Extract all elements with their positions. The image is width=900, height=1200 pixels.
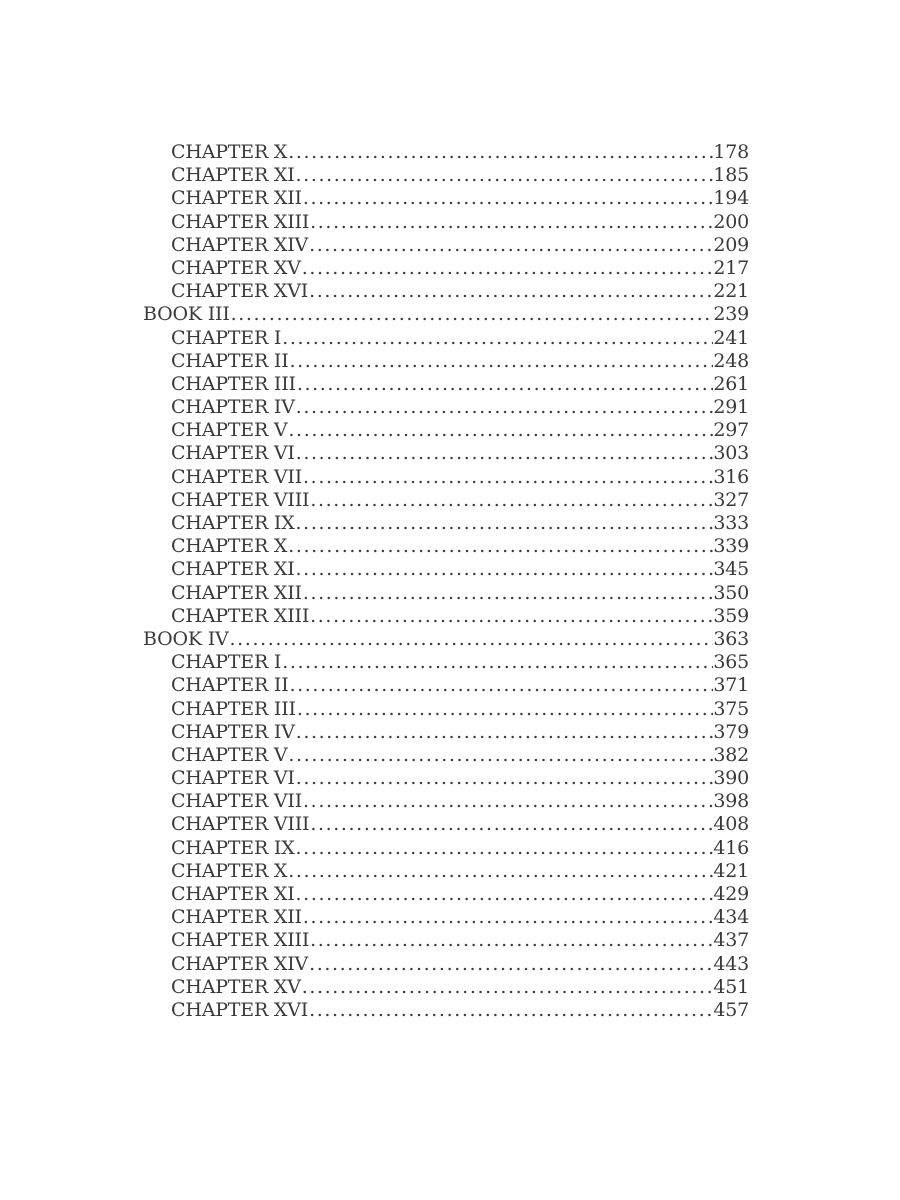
toc-chapter-entry[interactable] <box>143 674 749 697</box>
toc-chapter-entry[interactable] <box>143 442 749 465</box>
toc-page-number: 398 <box>713 790 749 813</box>
toc-entry-label: CHAPTER III <box>171 697 296 720</box>
toc-dot-leader <box>295 721 714 744</box>
toc-page-number: 379 <box>713 720 749 743</box>
toc-dot-leader <box>302 582 713 605</box>
toc-chapter-entry[interactable] <box>143 280 749 303</box>
toc-entry-label: CHAPTER XI <box>171 164 295 187</box>
toc-dot-leader <box>295 558 714 581</box>
toc-page-number: 327 <box>713 488 749 511</box>
toc-chapter-entry[interactable] <box>143 953 749 976</box>
toc-dot-leader <box>287 744 713 767</box>
toc-page-number: 390 <box>713 767 749 790</box>
toc-entry-label: CHAPTER XIII <box>171 210 310 233</box>
toc-chapter-entry[interactable] <box>143 651 749 674</box>
toc-chapter-entry[interactable] <box>143 164 749 187</box>
toc-page-number: 291 <box>713 396 749 419</box>
toc-entry-label: CHAPTER XII <box>171 581 302 604</box>
toc-page-number: 457 <box>713 998 749 1021</box>
toc-chapter-entry[interactable] <box>143 929 749 952</box>
toc-dot-leader <box>302 906 713 929</box>
toc-page-number: 200 <box>713 210 749 233</box>
toc-chapter-entry[interactable] <box>143 906 749 929</box>
toc-dot-leader <box>309 813 713 836</box>
toc-dot-leader <box>281 327 713 350</box>
toc-chapter-entry[interactable] <box>143 211 749 234</box>
toc-entry-label: CHAPTER XII <box>171 906 302 929</box>
toc-dot-leader <box>287 141 713 164</box>
toc-entry-label: CHAPTER XV <box>171 256 301 279</box>
toc-dot-leader <box>296 698 714 721</box>
toc-book-entry[interactable] <box>143 303 749 326</box>
toc-entry-label: CHAPTER XI <box>171 883 295 905</box>
toc-dot-leader <box>301 257 714 280</box>
toc-page-number: 451 <box>713 975 749 998</box>
toc-page-number: 209 <box>713 233 749 256</box>
toc-entry-label: BOOK IV <box>143 627 229 650</box>
toc-chapter-entry[interactable] <box>143 767 749 790</box>
toc-dot-leader <box>302 790 713 813</box>
toc-dot-leader <box>287 419 713 442</box>
toc-page-number: 261 <box>713 372 749 395</box>
toc-dot-leader <box>295 396 714 419</box>
toc-entry-label: CHAPTER IV <box>171 396 295 419</box>
toc-dot-leader <box>308 999 713 1022</box>
toc-entry-label: CHAPTER II <box>171 349 289 372</box>
toc-entry-label: CHAPTER VI <box>171 442 295 465</box>
toc-entry-label: CHAPTER IV <box>171 720 295 743</box>
toc-page-number: 382 <box>713 743 749 766</box>
toc-entry-label: CHAPTER VIII <box>171 488 310 511</box>
toc-page-number: 350 <box>713 581 749 604</box>
toc-page-number: 443 <box>713 952 749 975</box>
toc-entry-label: CHAPTER II <box>171 674 289 697</box>
toc-page-number: 416 <box>713 836 749 859</box>
toc-entry-label: CHAPTER XIII <box>171 604 310 627</box>
toc-page-number: 371 <box>713 674 749 697</box>
toc-dot-leader <box>281 651 713 674</box>
toc-dot-leader <box>287 860 713 883</box>
toc-dot-leader <box>302 187 713 210</box>
toc-entry-label: CHAPTER V <box>171 743 288 766</box>
toc-entry-label: CHAPTER IX <box>171 836 295 859</box>
toc-page-number: 365 <box>713 651 749 674</box>
toc-dot-leader <box>295 883 714 906</box>
toc-chapter-entry[interactable] <box>143 512 749 535</box>
toc-chapter-entry[interactable] <box>143 558 749 581</box>
toc-dot-leader <box>295 442 714 465</box>
toc-entry-label: CHAPTER XII <box>171 187 302 210</box>
toc-page-number: 239 <box>713 303 749 326</box>
toc-entry-label: CHAPTER VII <box>171 465 303 488</box>
toc-chapter-entry[interactable] <box>143 976 749 999</box>
toc-chapter-entry[interactable] <box>143 744 749 767</box>
toc-page-number: 241 <box>713 326 749 349</box>
toc-entry-label: CHAPTER I <box>171 326 282 349</box>
toc-chapter-entry[interactable] <box>143 721 749 744</box>
toc-entry-label: CHAPTER VIII <box>171 813 310 836</box>
toc-chapter-entry[interactable] <box>143 813 749 836</box>
toc-chapter-entry[interactable] <box>143 698 749 721</box>
toc-dot-leader <box>309 211 713 234</box>
toc-dot-leader <box>308 953 713 976</box>
toc-page-number: 248 <box>713 349 749 372</box>
toc-chapter-entry[interactable] <box>143 234 749 257</box>
toc-entry-label: CHAPTER III <box>171 372 296 395</box>
toc-dot-leader <box>301 976 714 999</box>
toc-entry-label: BOOK III <box>143 303 230 326</box>
toc-page-number: 178 <box>713 141 749 163</box>
toc-entry-label: CHAPTER XIV <box>171 233 309 256</box>
toc-dot-leader <box>302 466 713 489</box>
toc-entry-label: CHAPTER X <box>171 859 288 882</box>
toc-dot-leader <box>287 535 713 558</box>
toc-page-number: 221 <box>713 280 749 303</box>
toc-entry-label: CHAPTER IX <box>171 512 295 534</box>
toc-entry-label: CHAPTER XIII <box>171 929 310 952</box>
toc-page-number: 363 <box>713 627 749 650</box>
toc-chapter-entry[interactable] <box>143 860 749 883</box>
toc-page-number: 297 <box>713 419 749 442</box>
toc-dot-leader <box>289 350 714 373</box>
toc-page-number: 217 <box>713 256 749 279</box>
toc-entry-label: CHAPTER XI <box>171 558 295 581</box>
toc-page-number: 185 <box>713 164 749 187</box>
toc-page-number: 429 <box>713 883 749 905</box>
toc-entry-label: CHAPTER XVI <box>171 280 309 303</box>
toc-page-number: 194 <box>713 187 749 210</box>
toc-dot-leader <box>296 373 714 396</box>
toc-dot-leader <box>229 628 714 651</box>
toc-entry-label: CHAPTER I <box>171 651 282 674</box>
toc-dot-leader <box>295 837 714 860</box>
toc-dot-leader <box>289 674 714 697</box>
toc-entry-label: CHAPTER V <box>171 419 288 442</box>
toc-chapter-entry[interactable] <box>143 489 749 512</box>
toc-chapter-entry[interactable] <box>143 605 749 628</box>
toc-entry-label: CHAPTER VII <box>171 790 303 813</box>
toc-entry-label: CHAPTER XV <box>171 975 301 998</box>
toc-page-number: 339 <box>713 535 749 558</box>
toc-chapter-entry[interactable] <box>143 141 749 164</box>
toc-page-number: 316 <box>713 465 749 488</box>
toc-chapter-entry[interactable] <box>143 999 749 1022</box>
toc-entry-label: CHAPTER XVI <box>171 998 309 1021</box>
toc-page-number: 375 <box>713 697 749 720</box>
toc-dot-leader <box>295 767 714 790</box>
toc-dot-leader <box>230 303 714 326</box>
toc-entry-label: CHAPTER VI <box>171 767 295 790</box>
toc-entry-label: CHAPTER XIV <box>171 952 309 975</box>
toc-chapter-entry[interactable] <box>143 790 749 813</box>
toc-page-number: 437 <box>713 929 749 952</box>
toc-dot-leader <box>309 489 713 512</box>
toc-chapter-entry[interactable] <box>143 187 749 210</box>
toc-entry-label: CHAPTER X <box>171 141 288 163</box>
toc-page-number: 345 <box>713 558 749 581</box>
toc-dot-leader <box>308 280 713 303</box>
toc-page-number: 408 <box>713 813 749 836</box>
toc-chapter-entry[interactable] <box>143 327 749 350</box>
toc-chapter-entry[interactable] <box>143 837 749 860</box>
table-of-contents <box>143 141 749 1022</box>
toc-chapter-entry[interactable] <box>143 535 749 558</box>
toc-page-number: 434 <box>713 906 749 929</box>
toc-page-number: 421 <box>713 859 749 882</box>
toc-page-number: 359 <box>713 604 749 627</box>
toc-chapter-entry[interactable] <box>143 883 749 906</box>
toc-chapter-entry[interactable] <box>143 396 749 419</box>
toc-chapter-entry[interactable] <box>143 582 749 605</box>
toc-book-entry[interactable] <box>143 628 749 651</box>
toc-page-number: 333 <box>713 512 749 534</box>
toc-dot-leader <box>295 164 714 187</box>
toc-page-number: 303 <box>713 442 749 465</box>
toc-chapter-entry[interactable] <box>143 373 749 396</box>
toc-chapter-entry[interactable] <box>143 350 749 373</box>
toc-dot-leader <box>295 512 714 535</box>
toc-chapter-entry[interactable] <box>143 419 749 442</box>
toc-dot-leader <box>309 605 713 628</box>
toc-dot-leader <box>308 234 713 257</box>
toc-entry-label: CHAPTER X <box>171 535 288 558</box>
toc-chapter-entry[interactable] <box>143 257 749 280</box>
toc-chapter-entry[interactable] <box>143 466 749 489</box>
toc-dot-leader <box>309 929 713 952</box>
